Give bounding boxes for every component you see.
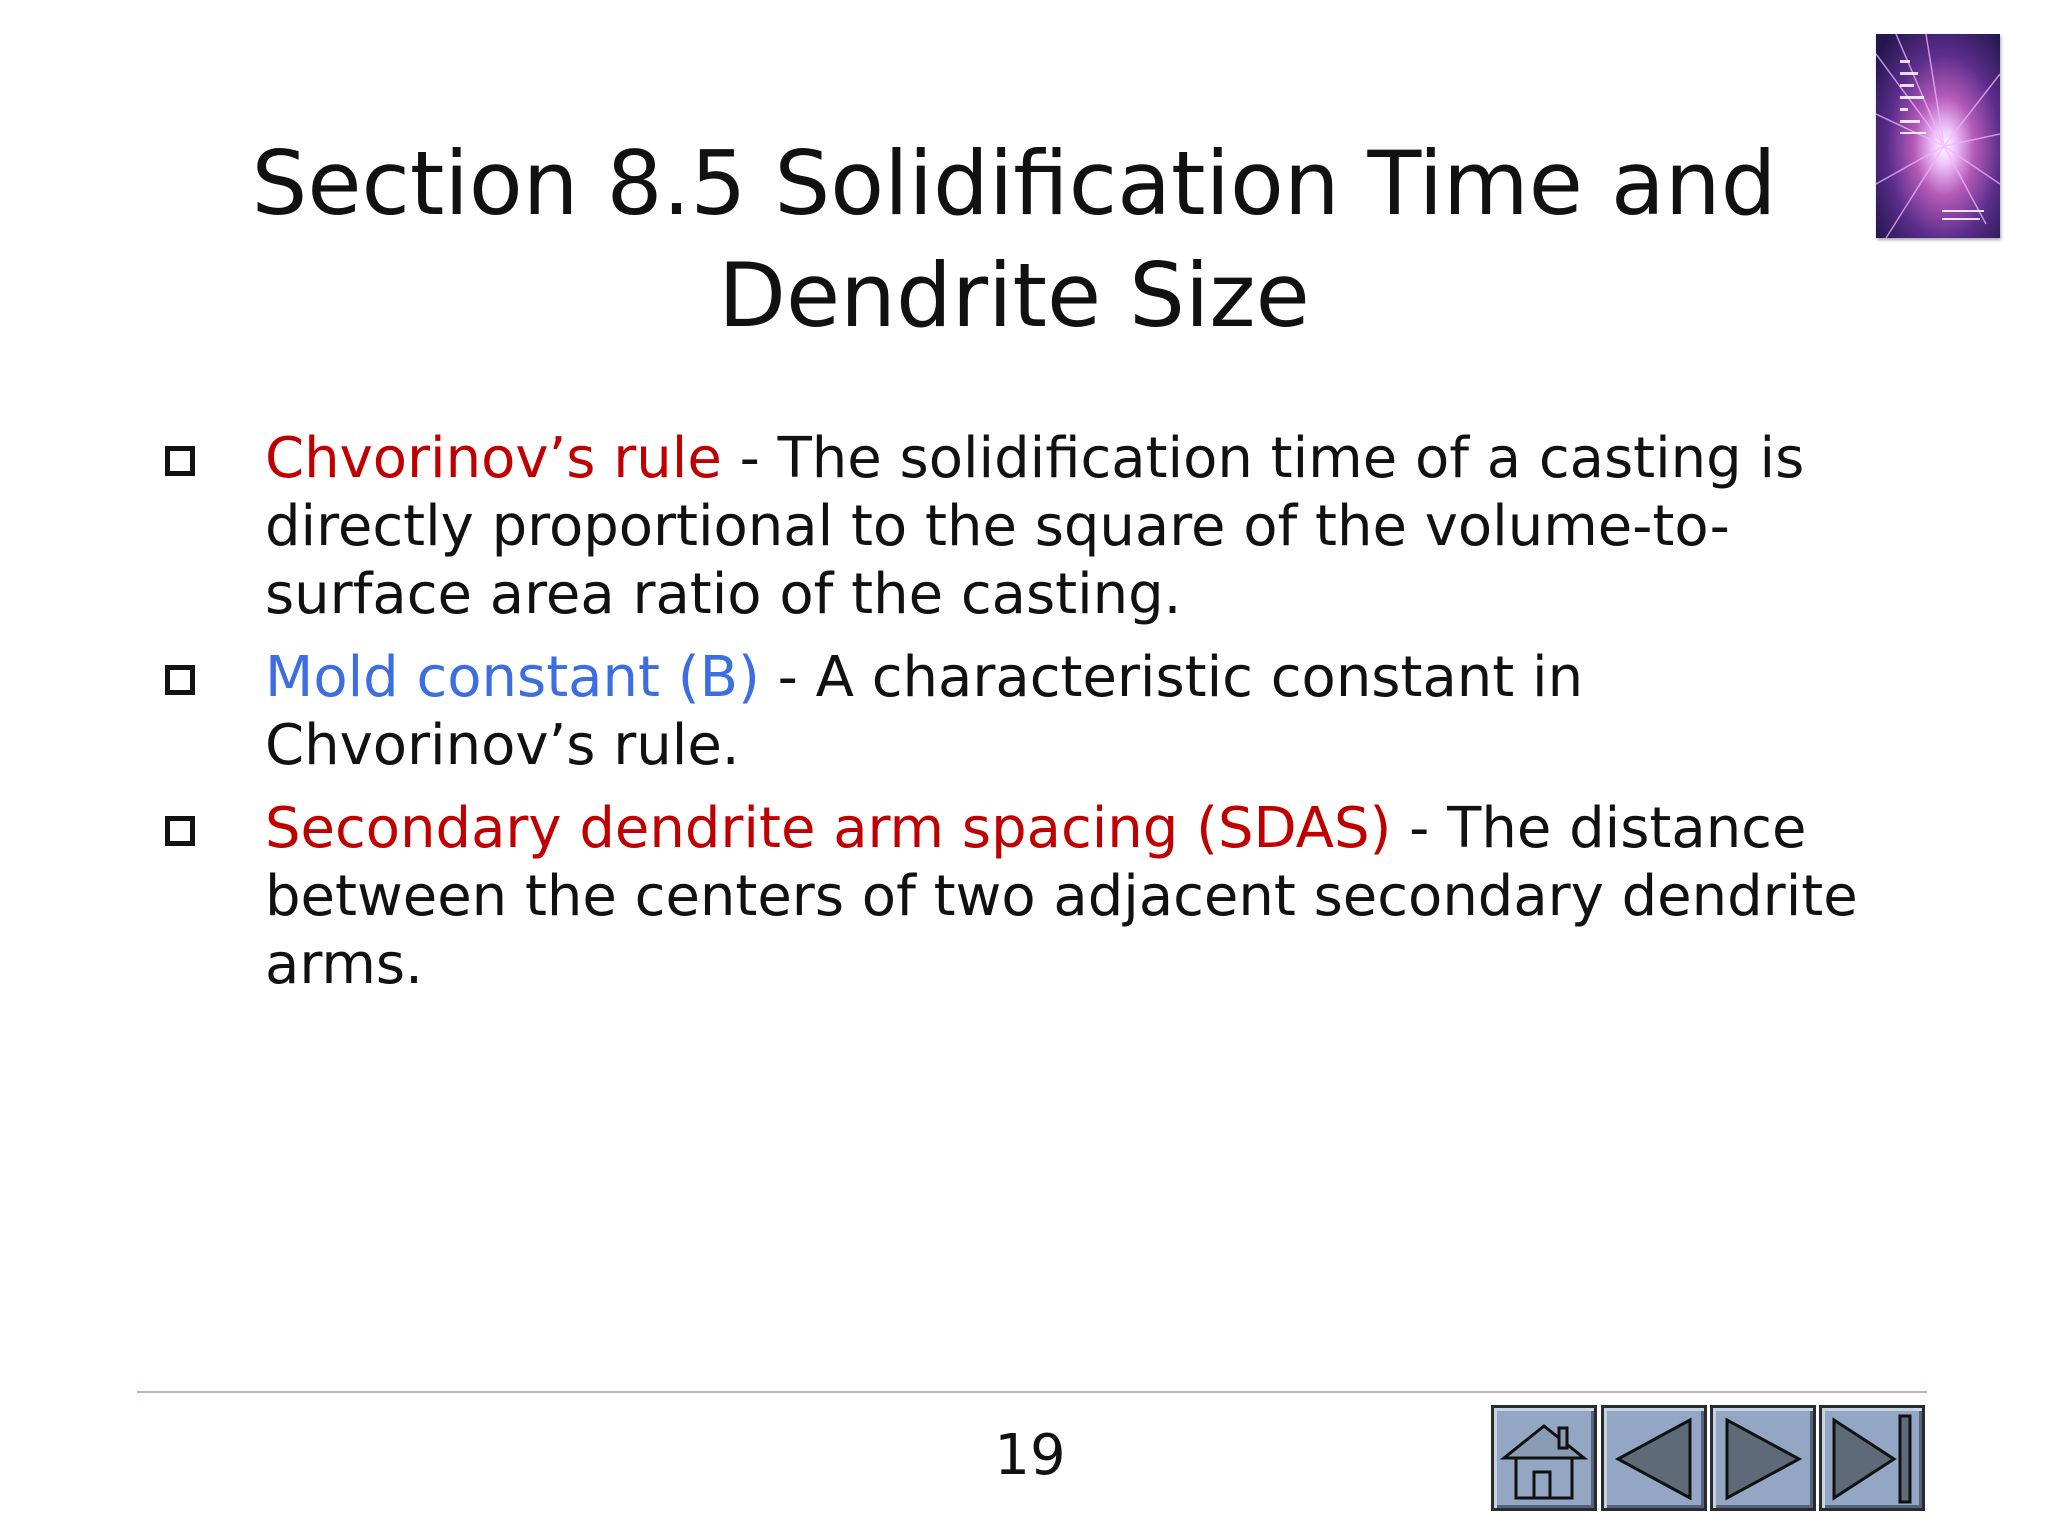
home-button[interactable] xyxy=(1491,1405,1597,1511)
term-mold-constant: Mold constant (B) xyxy=(265,645,760,710)
slide-title xyxy=(150,128,1878,352)
definition-chvorinovs-rule: - The solidification time of a casting is directly proportional to the square of the volume-to-surface area ratio of the casting. xyxy=(265,426,1805,627)
footer-divider xyxy=(137,1391,1927,1393)
definition-mold-constant: - A characteristic constant in Chvorinov’s rule. xyxy=(265,645,1584,778)
bullet-item-chvorinovs-rule xyxy=(160,425,1920,629)
last-slide-button[interactable] xyxy=(1819,1405,1925,1511)
home-icon xyxy=(1494,1408,1594,1508)
term-chvorinovs-rule: Chvorinov’s rule xyxy=(265,426,722,491)
last-slide-icon xyxy=(1822,1408,1922,1508)
book-cover-art xyxy=(1876,34,2000,238)
book-cover-image xyxy=(1876,34,2000,238)
title-line-2: Dendrite Size xyxy=(718,244,1310,347)
next-slide-button[interactable] xyxy=(1710,1405,1816,1511)
square-bullet-icon xyxy=(165,446,195,476)
previous-slide-icon xyxy=(1604,1408,1704,1508)
square-bullet-icon xyxy=(165,816,195,846)
page-number: 19 xyxy=(994,1423,1066,1488)
bullet-item-sdas xyxy=(160,795,1920,999)
definition-sdas: - The distance between the centers of two adjacent secondary dendrite arms. xyxy=(265,796,1858,997)
bullet-item-mold-constant xyxy=(160,644,1920,780)
square-bullet-icon xyxy=(165,665,195,695)
title-line-1: Section 8.5 Solidification Time and xyxy=(251,132,1777,235)
next-slide-icon xyxy=(1713,1408,1813,1508)
previous-slide-button[interactable] xyxy=(1601,1405,1707,1511)
term-sdas: Secondary dendrite arm spacing (SDAS) xyxy=(265,796,1392,861)
bullet-list xyxy=(160,425,1920,1014)
